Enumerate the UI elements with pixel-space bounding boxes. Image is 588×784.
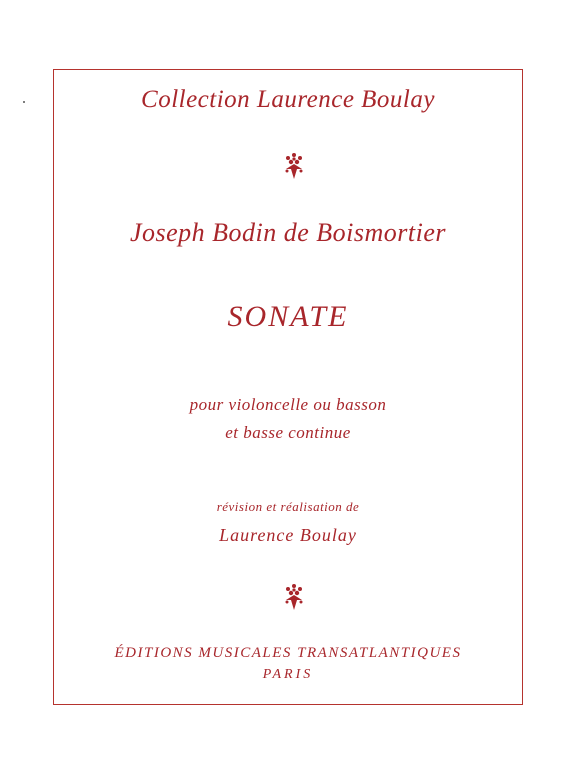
composer-name: Joseph Bodin de Boismortier: [129, 218, 447, 247]
fleuron-icon: [282, 583, 306, 611]
paper-speck: [23, 101, 25, 103]
publisher-name: ÉDITIONS MUSICALES TRANSATLANTIQUES: [114, 645, 462, 661]
instrumentation-line-2: et basse continue: [225, 423, 351, 442]
revision-label: révision et réalisation de: [216, 499, 360, 514]
work-title: SONATE: [227, 300, 349, 333]
collection-name: Collection Laurence Boulay: [141, 86, 435, 113]
fleuron-icon: [282, 152, 306, 180]
publisher-city: PARIS: [262, 667, 314, 682]
instrumentation-line-1: pour violoncelle ou basson: [189, 395, 387, 414]
editor-name: Laurence Boulay: [219, 525, 357, 545]
